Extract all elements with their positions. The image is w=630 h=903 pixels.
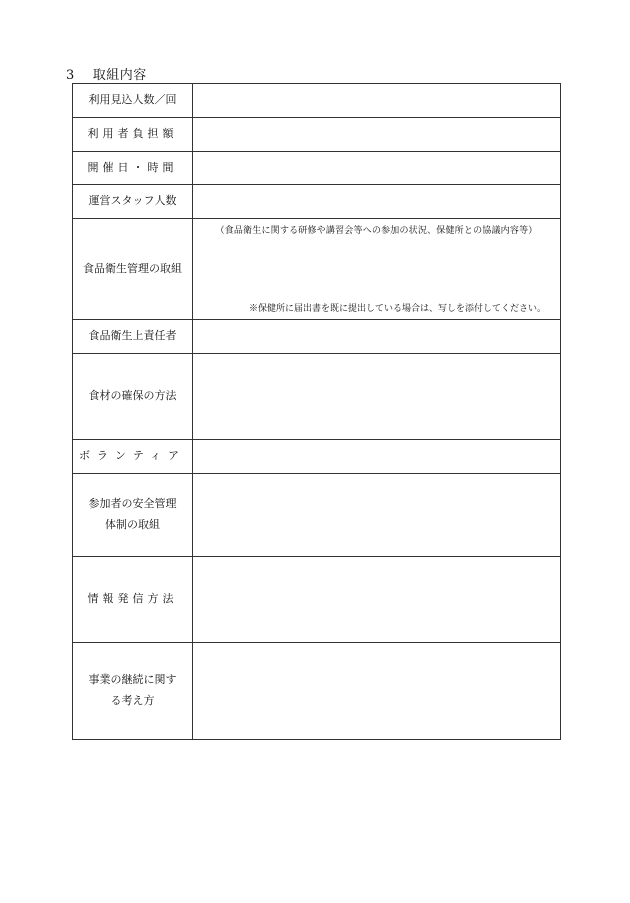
field-hygiene-manager[interactable] (193, 320, 561, 354)
table-row (73, 354, 561, 440)
table-row (73, 643, 561, 740)
field-continuity[interactable] (193, 643, 561, 740)
field-safety-management[interactable] (193, 474, 561, 557)
label-staff-count: 運営スタッフ人数 (73, 185, 193, 219)
activity-form-table (72, 83, 561, 740)
table-row (73, 118, 561, 152)
label-safety-management-line2: 体制の取組 (105, 518, 160, 531)
label-date-time: 開催日・時間 (73, 152, 193, 185)
food-hygiene-attachment-note: ※保健所に届出書を既に提出している場合は、写しを添付してください。 (248, 304, 546, 314)
label-hygiene-manager: 食品衛生上責任者 (73, 320, 193, 354)
field-expected-users[interactable] (193, 84, 561, 118)
food-hygiene-guidance-note: （食品衛生に関する研修や講習会等への参加の状況、保健所との協議内容等） (215, 226, 538, 236)
label-ingredient-sourcing: 食材の確保の方法 (73, 354, 193, 440)
table-row (73, 440, 561, 474)
section-title: 取組内容 (92, 68, 147, 83)
table-row (73, 219, 561, 320)
field-ingredient-sourcing[interactable] (193, 354, 561, 440)
table-row (73, 84, 561, 118)
field-volunteers[interactable] (193, 440, 561, 474)
label-continuity (73, 643, 193, 740)
table-row (73, 152, 561, 185)
label-continuity-line2: る考え方 (110, 694, 155, 707)
field-user-fee[interactable] (193, 118, 561, 152)
field-date-time[interactable] (193, 152, 561, 185)
section-number: 3 (66, 68, 75, 83)
field-food-hygiene[interactable] (193, 219, 561, 320)
label-user-fee: 利用者負担額 (73, 118, 193, 152)
label-continuity-line1: 事業の継続に関す (88, 673, 177, 687)
table-row (73, 320, 561, 354)
table-row (73, 474, 561, 557)
table-row (73, 185, 561, 219)
field-info-dissemination[interactable] (193, 557, 561, 643)
table-row (73, 557, 561, 643)
section-heading (66, 64, 147, 83)
label-volunteers: ボランティア (73, 440, 193, 474)
field-staff-count[interactable] (193, 185, 561, 219)
label-expected-users: 利用見込人数／回 (73, 84, 193, 118)
label-safety-management-line1: 参加者の安全管理 (88, 497, 177, 511)
label-info-dissemination: 情報発信方法 (73, 557, 193, 643)
label-safety-management (73, 474, 193, 557)
label-food-hygiene: 食品衛生管理の取組 (73, 219, 193, 320)
